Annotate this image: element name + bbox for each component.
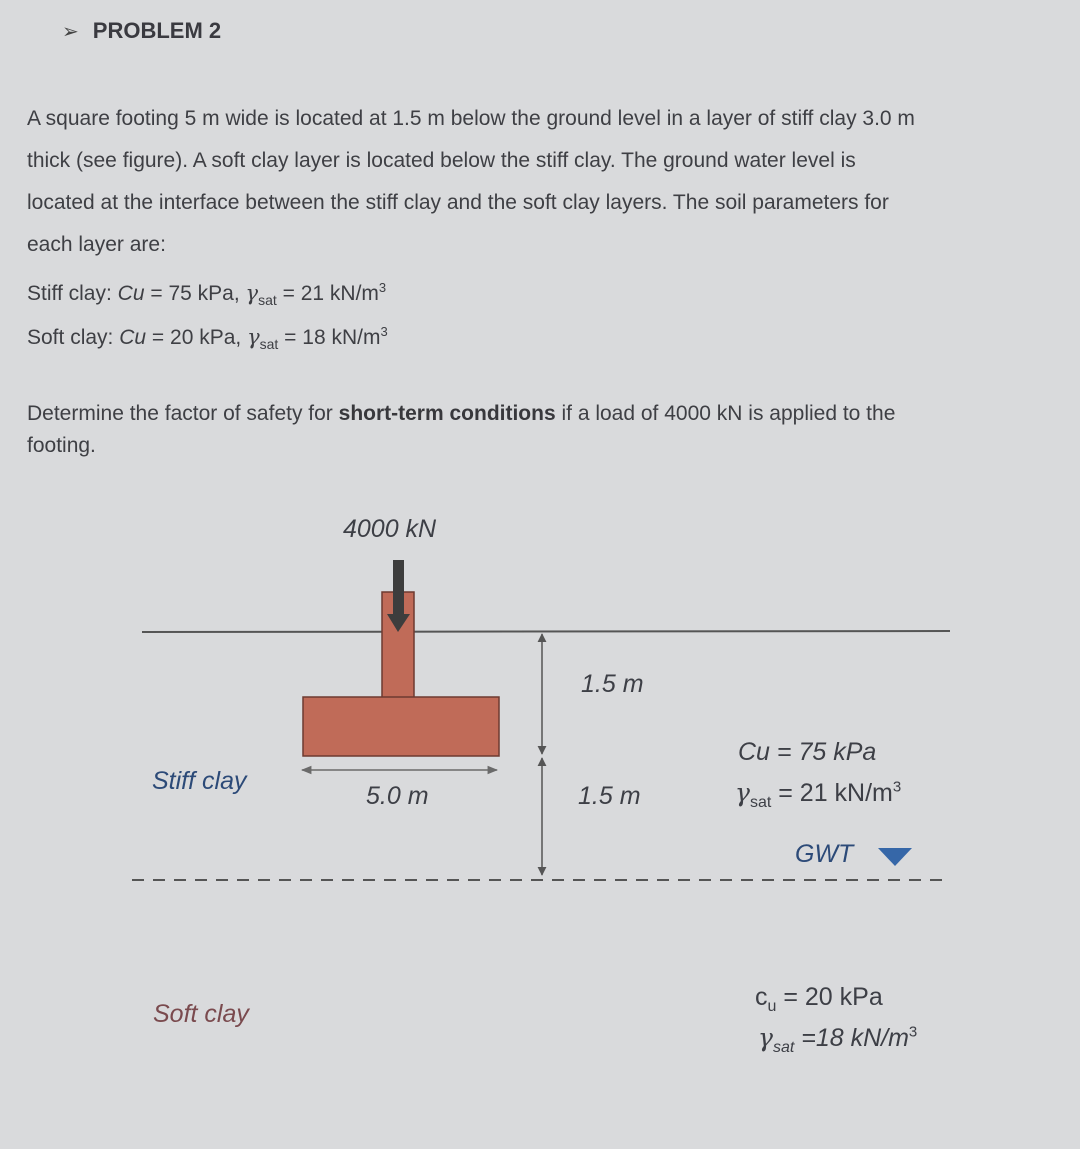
arrowhead-bullet-icon: ➢	[62, 20, 79, 43]
gamma-symbol: γ	[245, 281, 259, 305]
description-line: thick (see figure). A soft clay layer is located below the stiff clay. The ground water level is	[27, 149, 856, 172]
depth-label-lower: 1.5 m	[578, 782, 641, 810]
stiff-clay-cu	[738, 738, 876, 767]
gamma-subscript: sat	[772, 1039, 795, 1056]
gamma-value: = 18 kN/m	[284, 326, 381, 349]
description-line: A square footing 5 m wide is located at 1.5 m below the ground level in a layer of stiff clay 3.0 m	[27, 107, 915, 130]
question-emphasis: short-term conditions	[338, 402, 556, 425]
stiff-cu-text: Cu = 75 kPa	[738, 738, 877, 766]
gamma-value: =18 kN/m	[794, 1024, 909, 1052]
unit-exponent: 3	[892, 778, 902, 796]
description-line: each layer are:	[27, 233, 166, 256]
depth-label-upper: 1.5 m	[581, 670, 644, 698]
cu-value: = 20 kPa	[776, 983, 883, 1011]
gamma-symbol: γ	[758, 1023, 773, 1052]
soft-clay-gamma	[758, 1023, 917, 1057]
gamma-subscript: sat	[258, 292, 277, 309]
cu-value: = 75 kPa,	[150, 282, 240, 305]
stiff-clay-gamma	[735, 778, 901, 812]
load-label: 4000 kN	[343, 515, 437, 543]
question-line: footing.	[27, 434, 96, 457]
gamma-value: = 21 kN/m	[282, 282, 379, 305]
unit-exponent: 3	[380, 324, 388, 339]
gamma-symbol: γ	[735, 778, 750, 807]
soft-clay-cu	[755, 983, 883, 1016]
cu-symbol: Cu	[119, 326, 147, 349]
soft-clay-label: Soft clay	[153, 1000, 249, 1028]
gamma-value: = 21 kN/m	[771, 779, 893, 807]
gamma-symbol: γ	[247, 325, 260, 349]
cu-symbol: Cu	[117, 282, 145, 305]
unit-exponent: 3	[908, 1023, 918, 1041]
description-line: located at the interface between the stiff clay and the soft clay layers. The soil parameters for	[27, 191, 889, 214]
unit-exponent: 3	[378, 280, 387, 295]
ground-surface-line	[142, 631, 950, 632]
gamma-subscript: sat	[259, 336, 279, 353]
problem-title: PROBLEM 2	[92, 18, 222, 43]
question-text: Determine the factor of safety for	[27, 402, 339, 425]
cu-subscript: u	[767, 998, 777, 1015]
stiff-clay-label: Stiff clay	[152, 767, 247, 795]
gamma-subscript: sat	[749, 794, 772, 811]
cu-value: = 20 kPa,	[151, 326, 242, 349]
question-text: if a load of 4000 kN is applied to the	[555, 402, 896, 425]
width-label: 5.0 m	[366, 782, 429, 810]
param-label: Stiff clay:	[27, 282, 112, 305]
param-label: Soft clay:	[27, 326, 114, 349]
gwt-label: GWT	[795, 840, 854, 868]
gwt-marker-icon	[878, 848, 912, 866]
cu-symbol: c	[755, 983, 768, 1011]
footing-base	[303, 697, 499, 756]
